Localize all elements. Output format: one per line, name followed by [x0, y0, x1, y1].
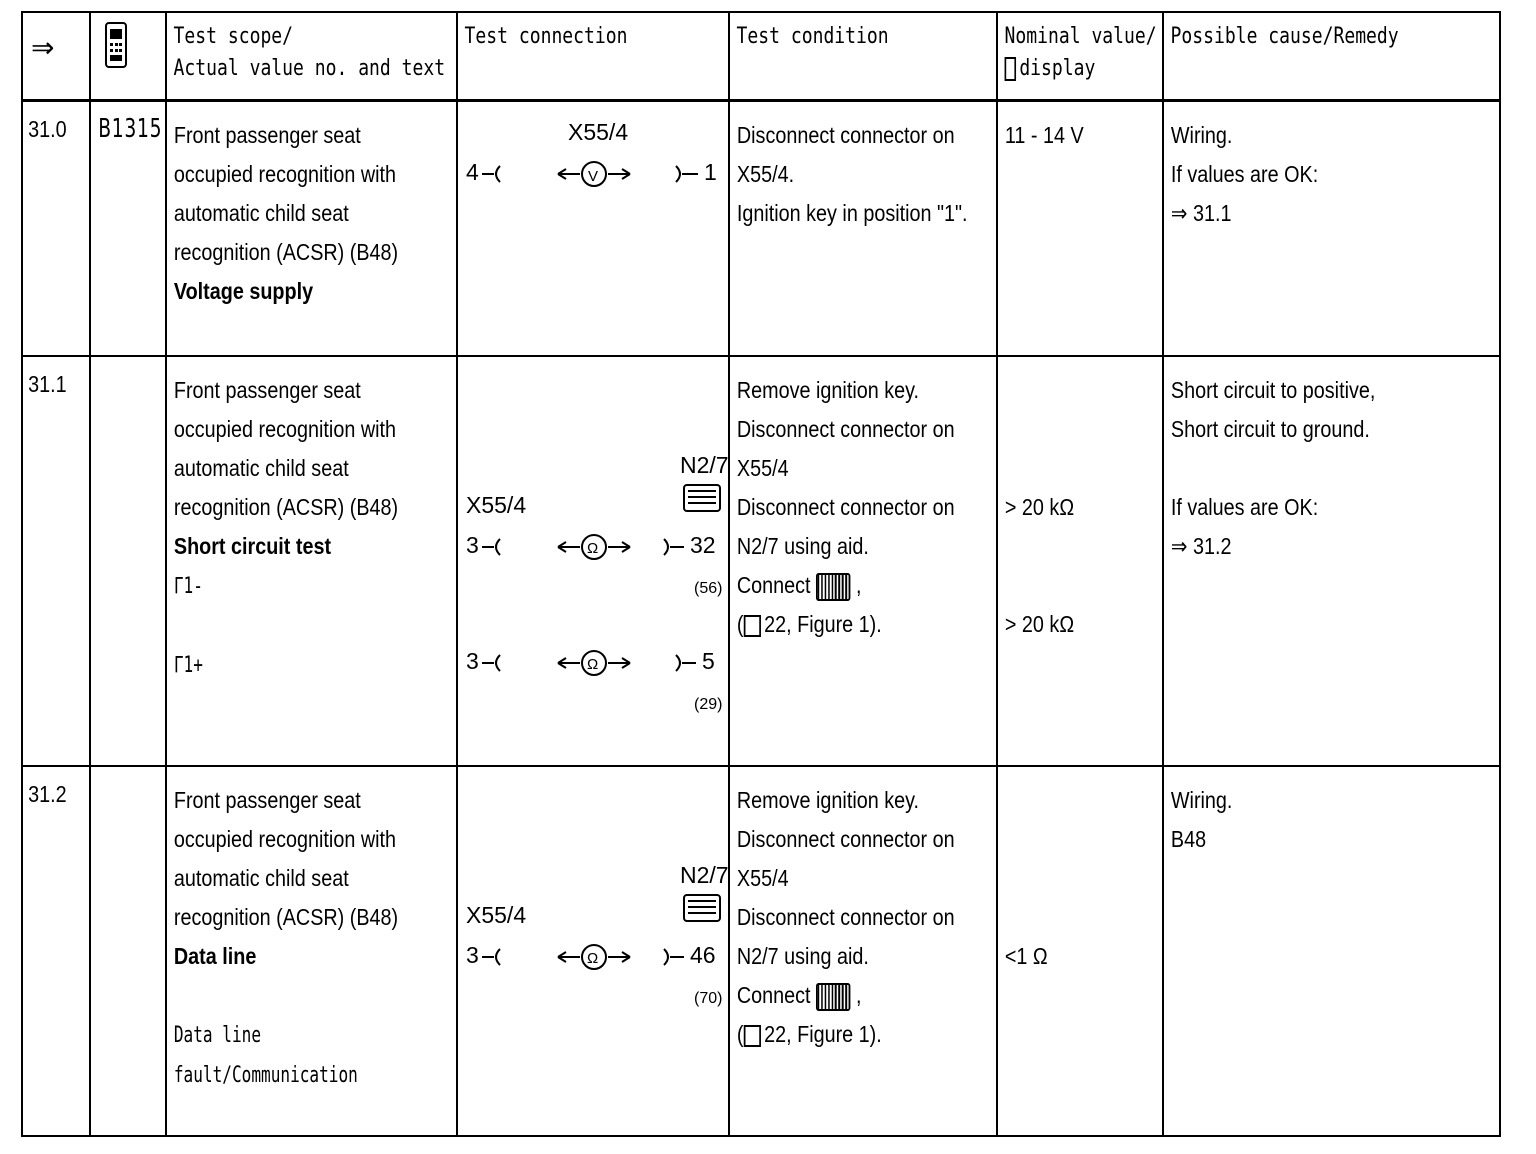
scope-line: occupied recognition with	[173, 160, 397, 187]
scope-line: Front passenger seat	[173, 121, 361, 148]
possible-cause	[1164, 767, 1452, 859]
step-number: 31.0	[28, 115, 67, 142]
connector-label: X55/4	[568, 118, 629, 145]
nominal-value: 11 - 14 V	[1004, 121, 1084, 148]
right-pin: 1	[704, 158, 717, 185]
reference-icon	[743, 1025, 760, 1047]
adapter-icon	[816, 573, 850, 601]
nominal-value	[998, 357, 1139, 644]
header-scope-cell	[166, 12, 457, 100]
header-scope-line1: Test scope/	[173, 24, 294, 49]
condition-line: N2/7 using aid.	[736, 533, 869, 559]
fault-code: B1315	[98, 113, 163, 144]
condition-line: Disconnect connector on	[736, 121, 955, 148]
header-arrow-cell	[22, 12, 90, 100]
header-cause: Possible cause/Remedy	[1170, 24, 1399, 49]
scope-line: occupied recognition with	[173, 416, 397, 442]
scope-line: automatic child seat	[173, 199, 349, 226]
ground-symbol-label: Γ1-	[173, 574, 203, 599]
header-connection: Test connection	[464, 24, 628, 49]
scope-line: occupied recognition with	[173, 826, 397, 852]
target-label: N2/7	[680, 452, 729, 478]
scope-line: Front passenger seat	[173, 787, 361, 813]
connector-label: X55/4	[466, 902, 527, 928]
scope-line: Front passenger seat	[173, 377, 361, 403]
test-condition: Remove ignition key. Disconnect connector on X55/4 Disconnect connector on N2/7 using aid. Connect , ( 22, Figure 1).	[730, 767, 959, 1054]
connect-label: Connect	[736, 572, 811, 598]
test-connection-diagram	[458, 102, 728, 356]
scope-title: Voltage supply	[173, 277, 314, 304]
pin-note: (56)	[694, 580, 723, 597]
tester-device-icon	[104, 21, 130, 71]
pin-note: (29)	[694, 696, 723, 713]
scope-sub-line: Data line	[173, 1023, 262, 1048]
scope-line: recognition (ACSR) (B48)	[173, 238, 399, 265]
header-scope-line2: Actual value no. and text	[173, 56, 446, 81]
right-pin: 46	[690, 942, 716, 968]
left-pin: 3	[466, 942, 479, 968]
header-connection-cell	[457, 12, 729, 100]
test-scope	[167, 102, 416, 311]
condition-line: Disconnect connector on	[736, 904, 955, 930]
arrow-icon: ⇒	[31, 32, 55, 63]
condition-line: Disconnect connector on	[736, 826, 955, 852]
test-condition	[730, 102, 968, 233]
positive-symbol-label: Γ1+	[173, 653, 203, 678]
cause-link[interactable]: ⇒ 31.2	[1170, 533, 1232, 559]
scope-line: automatic child seat	[173, 455, 349, 481]
test-connection-diagram	[458, 767, 728, 1135]
scope-line: recognition (ACSR) (B48)	[173, 494, 399, 520]
cause-line: B48	[1170, 826, 1207, 852]
header-cause-cell	[1163, 12, 1500, 100]
nominal-value-b: > 20 kΩ	[1004, 611, 1075, 637]
header-condition: Test condition	[736, 24, 889, 49]
meter-symbol: Ω	[587, 540, 599, 557]
small-device-icon	[1005, 57, 1016, 81]
condition-line: Disconnect connector on	[736, 416, 955, 442]
cause-line: Short circuit to ground.	[1170, 416, 1370, 442]
nominal-value-a: <1 Ω	[1004, 943, 1048, 969]
test-connection-diagram	[458, 357, 728, 765]
condition-line: Remove ignition key.	[736, 787, 920, 813]
test-condition: Remove ignition key. Disconnect connector on X55/4 Disconnect connector on N2/7 using aid. Connect , ( 22, Figure 1).	[730, 357, 959, 644]
meter-symbol: Ω	[587, 656, 599, 673]
step-number: 31.1	[28, 371, 67, 397]
header-nominal-cell	[997, 12, 1163, 100]
test-scope	[167, 357, 416, 685]
nominal-value	[998, 767, 1139, 976]
test-scope	[167, 767, 416, 1095]
possible-cause	[1164, 357, 1452, 566]
meter-symbol: Ω	[587, 950, 599, 967]
figure-reference: 22, Figure 1).	[764, 1021, 882, 1047]
connector-label: X55/4	[466, 492, 527, 518]
step-number: 31.2	[28, 781, 67, 807]
connect-label: Connect	[736, 982, 811, 1008]
left-pin: 4	[466, 158, 479, 185]
header-condition-cell	[729, 12, 997, 100]
test-table	[21, 11, 1501, 1137]
header-device-cell	[90, 12, 166, 100]
cause-line: Short circuit to positive,	[1170, 377, 1376, 403]
condition-line: Remove ignition key.	[736, 377, 920, 403]
cause-line: If values are OK:	[1170, 160, 1319, 187]
scope-line: recognition (ACSR) (B48)	[173, 904, 399, 930]
possible-cause	[1164, 102, 1452, 233]
meter-symbol: V	[588, 167, 599, 185]
header-nominal-line1: Nominal value/	[1004, 24, 1157, 49]
scope-sub-line: fault/Communication	[173, 1063, 358, 1088]
cause-link[interactable]: ⇒ 31.1	[1170, 199, 1232, 226]
scope-title: Data line	[173, 943, 257, 969]
figure-reference: 22, Figure 1).	[764, 611, 882, 637]
pin-note: (70)	[694, 990, 723, 1007]
table-row	[22, 356, 1500, 766]
adapter-icon	[816, 983, 850, 1011]
condition-line: N2/7 using aid.	[736, 943, 869, 969]
target-label: N2/7	[680, 862, 729, 888]
scope-title: Short circuit test	[173, 533, 332, 559]
left-pin: 3	[466, 532, 479, 558]
nominal-value-a: > 20 kΩ	[1004, 494, 1075, 520]
header-nominal-line2: display	[1019, 56, 1096, 81]
scope-line: automatic child seat	[173, 865, 349, 891]
condition-line: X55/4	[736, 865, 789, 891]
left-pin: 3	[466, 648, 479, 674]
condition-line: Disconnect connector on	[736, 494, 955, 520]
right-pin: 5	[702, 648, 715, 674]
right-pin: 32	[690, 532, 716, 558]
condition-line: X55/4	[736, 455, 789, 481]
reference-icon	[743, 615, 760, 637]
cause-line: Wiring.	[1170, 787, 1233, 813]
cause-line: Wiring.	[1170, 121, 1233, 148]
condition-line: X55/4.	[736, 160, 795, 187]
condition-line: Ignition key in position "1".	[736, 199, 968, 226]
cause-line: If values are OK:	[1170, 494, 1319, 520]
table-row	[22, 100, 1500, 356]
table-row	[22, 766, 1500, 1136]
header-row	[22, 12, 1500, 100]
